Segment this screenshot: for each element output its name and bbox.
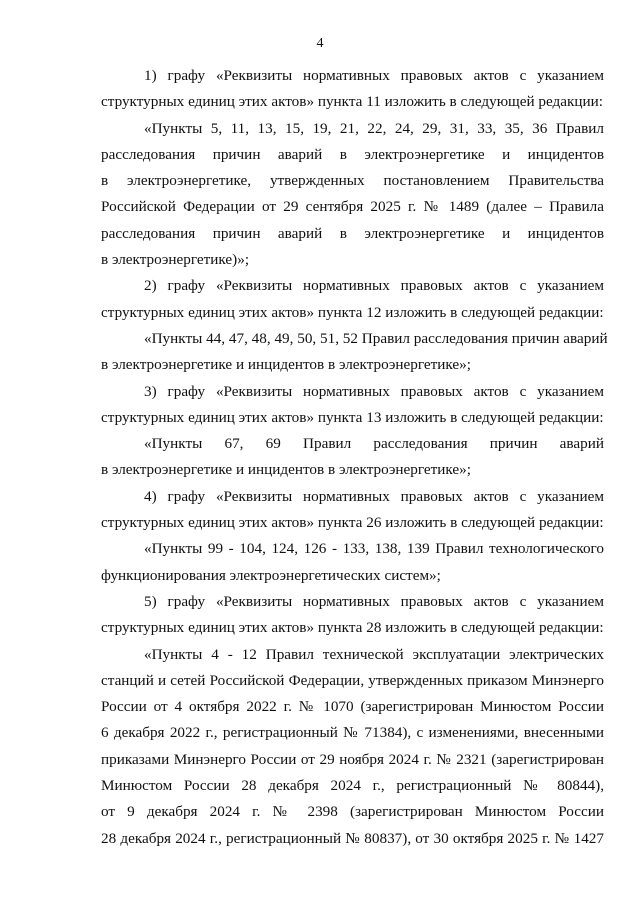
text-line: структурных единиц этих актов» пункта 28 изложить в следующей редакции: [101,619,604,637]
paragraph [101,379,604,432]
text-line: структурных единиц этих актов» пункта 13 изложить в следующей редакции: [101,408,604,426]
text-line: «Пункты 67, 69 Правил расследования причин аварий [144,435,604,453]
paragraph [101,431,604,484]
paragraph [101,642,604,852]
text-line: 4) графу «Реквизиты нормативных правовых актов с указанием [144,487,604,505]
text-line: «Пункты 44, 47, 48, 49, 50, 51, 52 Правил расследования причин аварий [144,329,608,347]
text-line: от 9 декабря 2024 г. № 2398 (зарегистрирован Минюстом России [101,803,604,821]
page-number: 4 [316,36,324,51]
text-line: «Пункты 99 - 104, 124, 126 - 133, 138, 139 Правил технологического [144,540,604,558]
text-line: 3) графу «Реквизиты нормативных правовых актов с указанием [144,382,604,400]
paragraph [101,484,604,537]
text-line: «Пункты 5, 11, 13, 15, 19, 21, 22, 24, 29, 31, 33, 35, 36 Правил [144,119,604,137]
text-line: 28 декабря 2024 г., регистрационный № 80837), от 30 октября 2025 г. № 1427 [101,829,604,847]
text-line: в электроэнергетике и инцидентов в электроэнергетике»; [101,356,471,374]
paragraph [101,536,604,589]
paragraph [101,116,604,274]
text-line: функционирования электроэнергетических систем»; [101,566,441,584]
text-line: приказами Минэнерго России от 29 ноября 2024 г. № 2321 (зарегистрирован [101,750,604,768]
text-line: «Пункты 4 - 12 Правил технической эксплуатации электрических [144,645,604,663]
paragraph [101,63,604,116]
paragraph [101,273,604,326]
text-line: Минюстом России 28 декабря 2024 г., регистрационный № 80844), [101,777,604,795]
paragraph [101,326,608,379]
text-line: станций и сетей Российской Федерации, утвержденных приказом Минэнерго [101,671,604,689]
text-line: расследования причин аварий в электроэнергетике и инцидентов [101,145,604,163]
text-line: расследования причин аварий в электроэнергетике и инцидентов [101,224,604,242]
text-line: структурных единиц этих актов» пункта 11 изложить в следующей редакции: [101,93,603,111]
text-line: 6 декабря 2022 г., регистрационный № 71384), с изменениями, внесенными [101,724,604,742]
text-line: 1) графу «Реквизиты нормативных правовых актов с указанием [144,67,604,84]
paragraph [101,589,604,642]
document-body [101,63,608,852]
text-line: в электроэнергетике и инцидентов в электроэнергетике»; [101,461,471,479]
text-line: в электроэнергетике)»; [101,251,250,269]
text-line: в электроэнергетике, утвержденных постановлением Правительства [101,172,604,190]
text-line: структурных единиц этих актов» пункта 12 изложить в следующей редакции: [101,303,604,321]
text-line: 2) графу «Реквизиты нормативных правовых актов с указанием [144,277,604,295]
text-line: Российской Федерации от 29 сентября 2025 г. № 1489 (далее – Правила [101,198,604,216]
text-line: структурных единиц этих актов» пункта 26 изложить в следующей редакции: [101,514,604,532]
text-line: России от 4 октября 2022 г. № 1070 (зарегистрирован Минюстом России [101,698,604,716]
text-line: 5) графу «Реквизиты нормативных правовых актов с указанием [144,592,604,610]
